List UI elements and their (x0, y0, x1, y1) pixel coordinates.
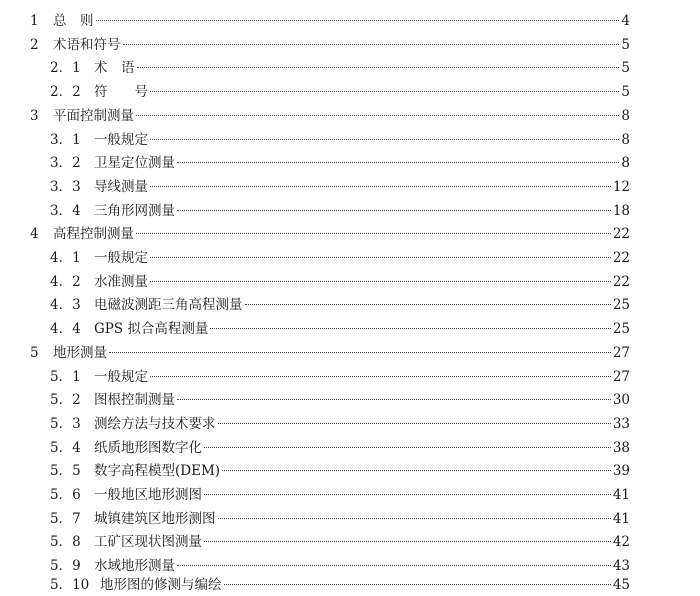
toc-entry-title: 高程控制测量 (53, 226, 134, 243)
toc-entry-number: 4．4 (50, 321, 81, 338)
toc-entry-page: 33 (612, 415, 630, 432)
toc-entry[interactable] (30, 224, 630, 244)
dot-leader (150, 91, 619, 92)
dot-leader (150, 257, 611, 258)
toc-entry-page: 25 (612, 321, 630, 338)
toc-entry-page: 12 (612, 178, 630, 195)
toc-entry-number: 3 (30, 107, 39, 124)
toc-entry-title: 平面控制测量 (53, 107, 134, 124)
toc-entry-title: 城镇建筑区地形测图 (94, 510, 216, 527)
toc-entry-number: 2．1 (50, 60, 81, 77)
toc-entry-page: 8 (621, 155, 630, 172)
dot-leader (136, 233, 611, 234)
toc-entry-title: 图根控制测量 (94, 392, 175, 409)
toc-entry[interactable] (50, 367, 630, 387)
toc-entry-title: GPS 拟合高程测量 (94, 321, 209, 338)
dot-leader (137, 67, 620, 68)
dot-leader (177, 565, 611, 566)
dot-leader (109, 352, 611, 353)
toc-entry-page: 5 (621, 60, 630, 77)
toc-entry[interactable] (50, 319, 630, 339)
toc-entry-number: 5．7 (50, 510, 81, 527)
toc-entry-number: 5．3 (50, 415, 81, 432)
dot-leader (218, 518, 611, 519)
toc-entry[interactable] (50, 461, 630, 481)
toc-entry-page: 39 (612, 463, 630, 480)
toc-entry-title: 地形测量 (53, 344, 107, 361)
toc-entry-page: 27 (612, 344, 630, 361)
toc-entry-title: 电磁波测距三角高程测量 (94, 297, 243, 314)
toc-entry-number: 5．2 (50, 392, 81, 409)
toc-entry-number: 2．2 (50, 84, 81, 101)
toc-entry[interactable] (50, 575, 630, 595)
toc-entry-number: 4．2 (50, 273, 81, 290)
toc-entry-page: 42 (612, 534, 630, 551)
toc-entry-number: 5 (30, 344, 39, 361)
toc-entry-number: 5．5 (50, 463, 81, 480)
toc-entry-page: 4 (621, 13, 630, 29)
toc-entry-number: 4．3 (50, 297, 81, 314)
toc-entry-number: 4 (30, 226, 39, 243)
toc-entry-number: 3．2 (50, 155, 81, 172)
toc-entry-number: 3．4 (50, 202, 81, 219)
toc-entry-title: 数字高程模型(DEM) (94, 463, 221, 480)
toc-entry-title: 一般规定 (94, 368, 148, 385)
dot-leader (96, 20, 620, 21)
toc-entry[interactable] (50, 556, 630, 576)
toc-entry-number: 4．1 (50, 250, 81, 266)
toc-entry-title: 一般规定 (94, 131, 148, 148)
toc-entry[interactable] (50, 485, 630, 505)
toc-entry-number: 5．8 (50, 534, 81, 551)
toc-entry-number: 2 (30, 36, 39, 53)
toc-entry-title: 工矿区现状图测量 (94, 534, 202, 551)
toc-entry-page: 8 (621, 131, 630, 148)
toc-entry-title: 一般地区地形测图 (94, 487, 202, 503)
toc-entry-title: 术 语 (94, 60, 135, 77)
toc-entry-page: 41 (612, 510, 630, 527)
toc-entry[interactable] (50, 248, 630, 268)
toc-entry-page: 18 (612, 202, 630, 219)
toc-entry-title: 卫星定位测量 (94, 155, 175, 172)
toc-entry-title: 一般规定 (94, 250, 148, 266)
dot-leader (177, 162, 619, 163)
toc-entry-title: 水域地形测量 (94, 558, 175, 575)
dot-leader (150, 186, 611, 187)
toc-entry-page: 8 (621, 107, 630, 124)
toc-entry[interactable] (30, 35, 630, 55)
dot-leader (245, 304, 611, 305)
dot-leader (224, 584, 611, 585)
toc-entry-page: 5 (621, 36, 630, 53)
dot-leader (136, 115, 619, 116)
toc-entry-page: 38 (612, 439, 630, 456)
dot-leader (204, 447, 611, 448)
toc-entry-page: 43 (612, 558, 630, 575)
dot-leader (218, 423, 611, 424)
toc-entry-title: 地形图的修测与编绘 (100, 577, 222, 593)
toc-entry-number: 3．1 (50, 131, 81, 148)
dot-leader (150, 376, 611, 377)
toc-entry-number: 5．10 (50, 577, 90, 593)
dot-leader (222, 470, 611, 471)
toc-entry-page: 30 (612, 392, 630, 409)
dot-leader (204, 541, 611, 542)
toc-entry-title: 符 号 (94, 84, 148, 101)
toc-entry-page: 25 (612, 297, 630, 314)
toc-entry[interactable] (50, 130, 630, 150)
dot-leader (150, 281, 611, 282)
toc-entry[interactable] (50, 295, 630, 315)
toc-entry-number: 5．1 (50, 368, 81, 385)
dot-leader (150, 139, 619, 140)
dot-leader (177, 210, 611, 211)
dot-leader (210, 328, 610, 329)
toc-entry-title: 水准测量 (94, 273, 148, 290)
toc-entry[interactable] (30, 343, 630, 363)
toc-entry[interactable] (30, 106, 630, 126)
toc-entry[interactable] (50, 438, 630, 458)
toc-entry[interactable] (50, 82, 630, 102)
toc-entry[interactable] (50, 177, 630, 197)
toc-entry[interactable] (50, 509, 630, 529)
toc-entry-number: 5．4 (50, 439, 81, 456)
toc-entry-number: 1 (30, 13, 39, 29)
toc-entry[interactable] (50, 153, 630, 173)
toc-entry-number: 5．9 (50, 558, 81, 575)
toc-entry-title: 总 则 (53, 13, 94, 29)
toc-entry-page: 22 (612, 273, 630, 290)
toc-entry[interactable] (50, 414, 630, 434)
toc-entry-title: 三角形网测量 (94, 202, 175, 219)
toc-entry[interactable] (50, 532, 630, 552)
toc-entry[interactable] (50, 272, 630, 292)
toc-entry-number: 3．3 (50, 178, 81, 195)
toc-entry-title: 纸质地形图数字化 (94, 439, 202, 456)
toc-entry-page: 22 (612, 226, 630, 243)
toc-entry-page: 41 (612, 487, 630, 503)
toc-entry-title: 术语和符号 (53, 36, 121, 53)
toc-entry-page: 27 (612, 368, 630, 385)
toc-entry-title: 导线测量 (94, 178, 148, 195)
toc-entry[interactable] (50, 201, 630, 221)
dot-leader (204, 494, 611, 495)
dot-leader (177, 399, 611, 400)
toc-entry-title: 测绘方法与技术要求 (94, 415, 216, 432)
toc-entry-page: 5 (621, 84, 630, 101)
toc-entry-number: 5．6 (50, 487, 81, 503)
toc-entry[interactable] (30, 11, 630, 31)
toc-entry[interactable] (50, 390, 630, 410)
toc-entry[interactable] (50, 58, 630, 78)
toc-entry-page: 22 (612, 250, 630, 266)
toc-entry-page: 45 (612, 577, 630, 593)
dot-leader (123, 44, 620, 45)
